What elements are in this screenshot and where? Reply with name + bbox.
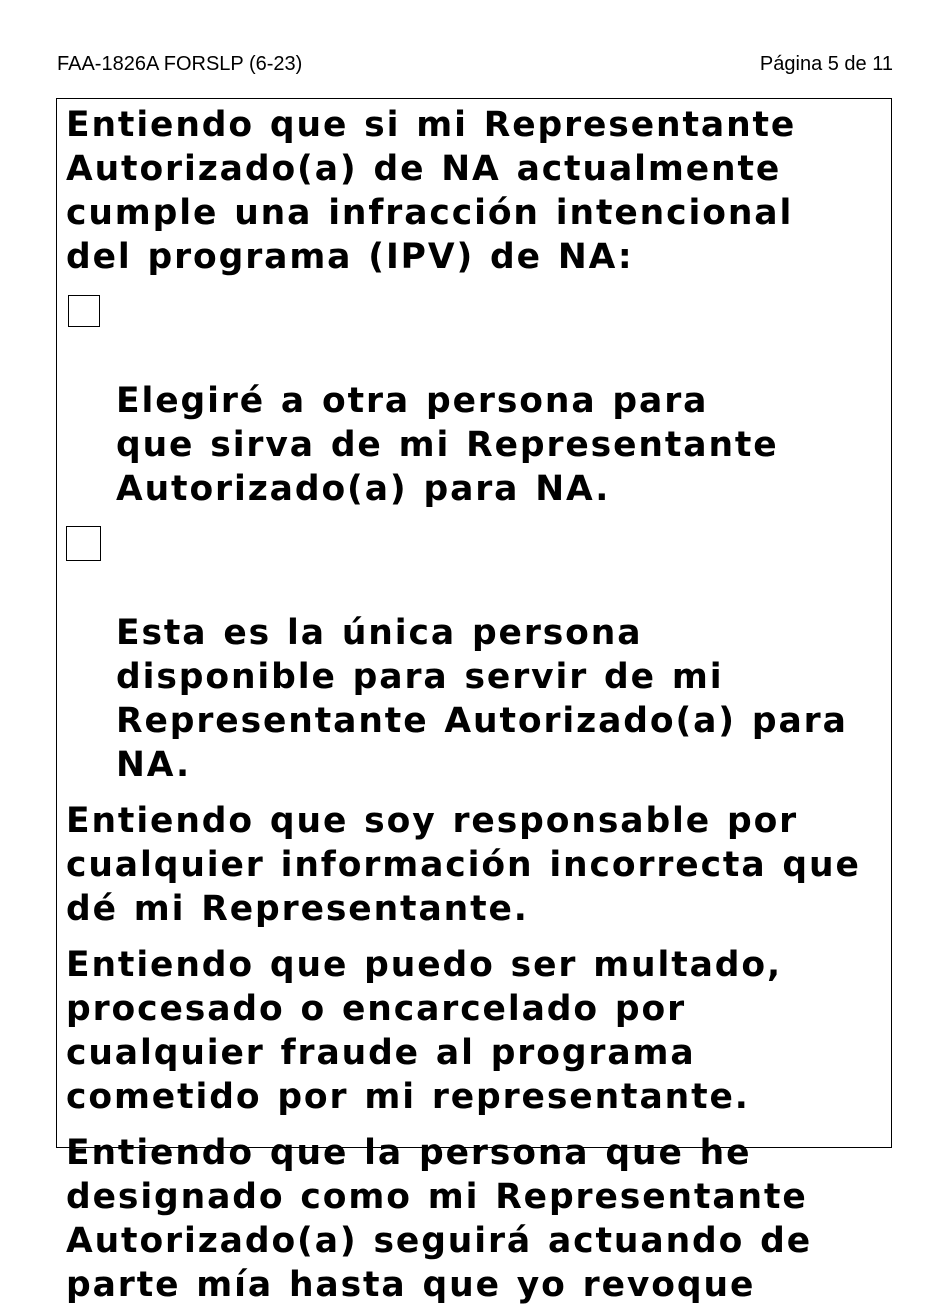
form-id: FAA-1826A FORSLP (6-23) bbox=[57, 53, 303, 75]
checkbox-choose-another[interactable] bbox=[68, 295, 100, 327]
page-header bbox=[57, 50, 893, 78]
designation-paragraph: Entiendo que la persona que he designado como mi Representante Autorizado(a) seguirá actuando de parte mía hasta que yo revoque bbox=[66, 1133, 813, 1305]
option-choose-another bbox=[66, 291, 891, 511]
option-label: Elegiré a otra persona para que sirva de mi Representante Autorizado(a) para NA. bbox=[116, 381, 779, 509]
option-label: Esta es la única persona disponible para servir de mi Representante Autorizado(a) para NA. bbox=[116, 613, 848, 785]
statement-box bbox=[56, 98, 892, 1305]
option-only-person bbox=[66, 523, 891, 787]
page-number: Página 5 de 11 bbox=[759, 53, 893, 75]
checkbox-only-person[interactable] bbox=[66, 526, 101, 561]
intro-paragraph: Entiendo que si mi Representante Autorizado(a) de NA actualmente cumple una infracción intencional del programa (IPV) de NA: bbox=[66, 105, 797, 277]
responsibility-paragraph: Entiendo que soy responsable por cualquier información incorrecta que dé mi Representante. bbox=[66, 801, 861, 929]
fraud-paragraph: Entiendo que puedo ser multado, procesado o encarcelado por cualquier fraude al programa cometido por mi representante. bbox=[66, 945, 783, 1117]
